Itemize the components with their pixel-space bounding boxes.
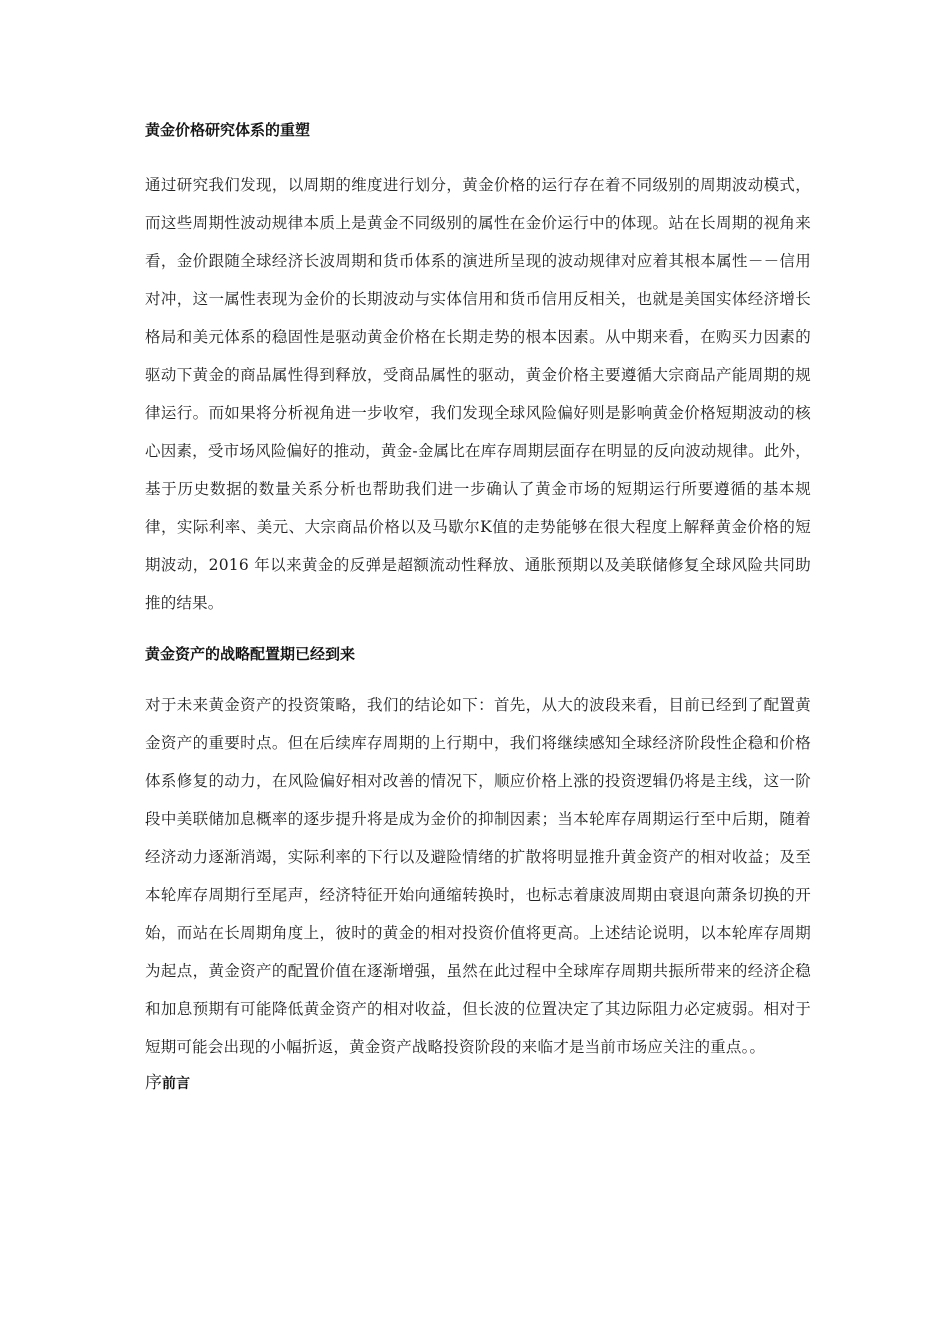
section-body-strategic-allocation: 对于未来黄金资产的投资策略，我们的结论如下：首先，从大的波段来看，目前已经到了配置黄金资产的重要时点。但在后续库存周期的上行期中，我们将继续感知全球经济阶段性企稳和价格体系修复的动力，在风险偏好相对改善的情况下，顺应价格上涨的投资逻辑仍将是主线，这一阶段中美联储加息概率的逐步提升将是成为金价的抑制因素；当本轮库存周期运行至中后期，随着经济动力逐渐消竭，实际利率的下行以及避险情绪的扩散将明显推升黄金资产的相对收益；及至本轮库存周期行至尾声，经济特征开始向通缩转换时，也标志着康波周期由衰退向萧条切换的开始，而站在长周期角度上，彼时的黄金的相对投资价值将更高。上述结论说明，以本轮库存周期为起点，黄金资产的配置价值在逐渐增强，虽然在此过程中全球库存周期共振所带来的经济企稳和加息预期有可能降低黄金资产的相对收益，但长波的位置决定了其边际阻力必定疲弱。相对于短期可能会出现的小幅折返，黄金资产战略投资阶段的来临才是当前市场应关注的重点。。 [145, 696, 811, 1056]
section-title-gold-research: 黄金价格研究体系的重塑 [145, 121, 311, 139]
section-body-gold-research: 通过研究我们发现，以周期的维度进行划分，黄金价格的运行存在着不同级别的周期波动模式，而这些周期性波动规律本质上是黄金不同级别的属性在金价运行中的体现。站在长周期的视角来看，金价跟随全球经济长波周期和货币体系的演进所呈现的波动规律对应着其根本属性－－信用对冲，这一属性表现为金价的长期波动与实体信用和货币信用反相关，也就是美国实体经济增长格局和美元体系的稳固性是驱动黄金价格在长期走势的根本因素。从中期来看，在购买力因素的驱动下黄金的商品属性得到释放，受商品属性的驱动，黄金价格主要遵循大宗商品产能周期的规律运行。而如果将分析视角进一步收窄，我们发现全球风险偏好则是影响黄金价格短期波动的核心因素，受市场风险偏好的推动，黄金-金属比在库存周期层面存在明显的反向波动规律。此外，基于历史数据的数量关系分析也帮助我们进一步确认了黄金市场的短期运行所要遵循的基本规律，实际利率、美元、大宗商品价格以及马歇尔K值的走势能够在很大程度上解释黄金价格的短期波动，2016 年以来黄金的反弹是超额流动性释放、通胀预期以及美联储修复全球风险共同助推的结果。 [145, 176, 811, 612]
section-title-strategic-allocation: 黄金资产的战略配置期已经到来 [145, 645, 356, 663]
preface-qianyan-label: 前言 [162, 1076, 190, 1092]
preface-xu-label: 序 [145, 1073, 162, 1093]
preface-heading [145, 1068, 811, 1099]
document-page [145, 112, 811, 1099]
